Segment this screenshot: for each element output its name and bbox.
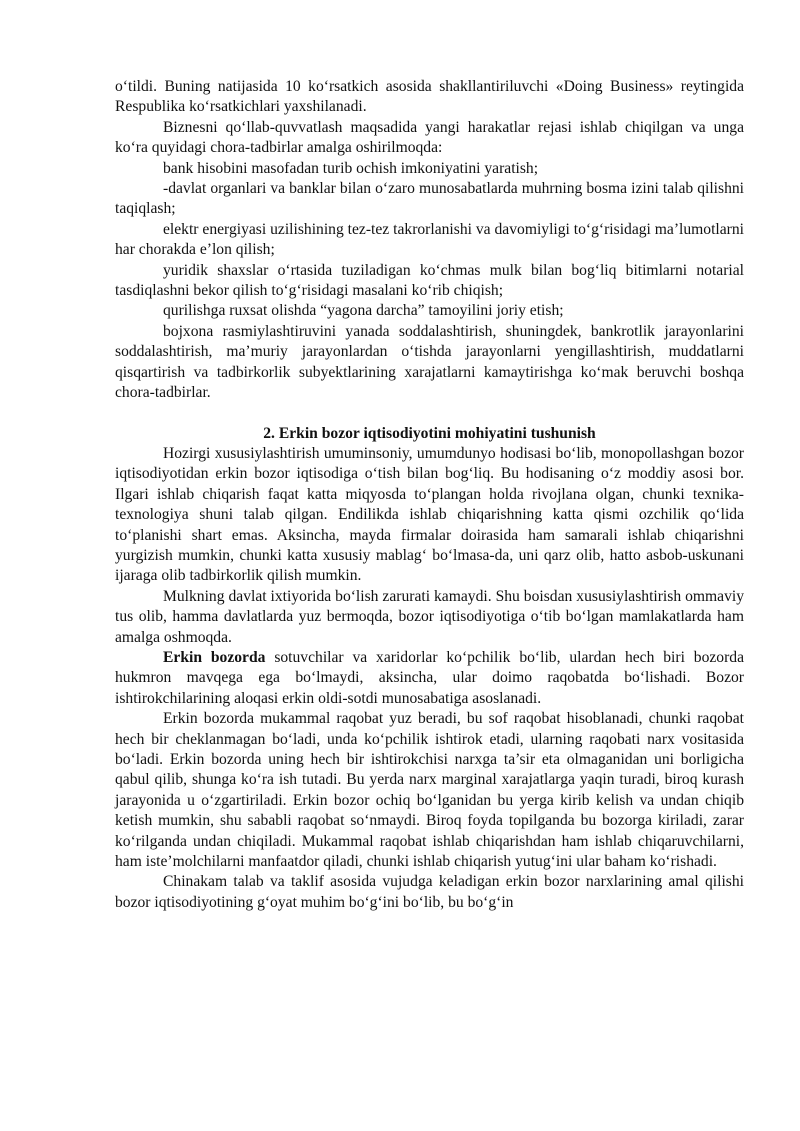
paragraph: Erkin bozorda mukammal raqobat yuz beradi, bu sof raqobat hisoblanadi, chunki raqobat hech bir cheklanmagan bo‘ladi, unda ko‘pchilik ishtirok etadi, ularning raqobati narx vositasida bo‘ladi. Erkin bozorda uning hech bir ishtirokchisi narxga ta’sir eta olmaganidan uni borligicha qabul qilib, shunga ko‘ra ish tutadi. Bu yerda narx marginal xarajatlarga yaqin turadi, biroq kurash jarayonida u o‘zgartiriladi. Erkin bozor ochiq bo‘lganidan bu yerga kirib kelish va undan chiqib ketish mumkin, shu sababli raqobat so‘nmaydi. Biroq foyda topilganda bu bozorga kiriladi, zarar ko‘rilganda undan chiqiladi. Mukammal raqobat ishlab chiqarishdan ham ishlab chiqaruvchilarni, ham iste’molchilarni manfaatdor qiladi, chunki ishlab chiqarish yutug‘ini ular baham ko‘rishadi. <box>115 710 744 871</box>
definition-term: Erkin bozorda <box>163 648 266 666</box>
list-item: bank hisobini masofadan turib ochish imkoniyatini yaratish; <box>163 159 539 177</box>
section-heading: 2. Erkin bozor iqtisodiyotini mohiyatini tushunish <box>263 424 596 442</box>
list-item: bojxona rasmiylashtiruvini yanada soddalashtirish, shuningdek, bankrotlik jarayonlarini soddalashtirish, ma’muriy jarayonlardan o‘tishda jarayonlarni yengillashtirish, muddatlarni qisqartirish va tadbirkorlik subyektlarining xarajatlarni kamaytirishga ko‘mak beruvchi boshqa chora-tadbirlar. <box>115 322 744 402</box>
paragraph: Biznesni qo‘llab-quvvatlash maqsadida yangi harakatlar rejasi ishlab chiqilgan va unga ko‘ra quyidagi chora-tadbirlar amalga oshirilmoqda: <box>115 118 744 157</box>
definition-text: sotuvchilar va xaridorlar ko‘pchilik bo‘lib, ulardan hech biri bozorda hukmron mavqega ega bo‘lmaydi, aksincha, ular doimo raqobatda bo‘lishadi. Bozor ishtirokchilarining aloqasi erkin oldi-sotdi munosabatiga asoslanadi. <box>115 648 744 707</box>
list-item: yuridik shaxslar o‘rtasida tuziladigan ko‘chmas mulk bilan bog‘liq bitimlarni notarial tasdiqlashni bekor qilish to‘g‘risidagi masalani ko‘rib chiqish; <box>115 261 744 300</box>
list-item: -davlat organlari va banklar bilan o‘zaro munosabatlarda muhrning bosma izini talab qilishni taqiqlash; <box>115 180 744 218</box>
paragraph: Hozirgi xususiylashtirish umuminsoniy, umumdunyo hodisasi bo‘lib, monopollashgan bozor iqtisodiyotidan erkin bozor iqtisodiga o‘tish bilan bog‘liq. Bu hodisaning o‘z moddiy asosi bor. Ilgari ishlab chiqarish faqat katta miqyosda to‘plangan holda rivojlana olgan, chunki texnika-texnologiya shuni talab qilgan. Endilikda ishlab chiqarishning katta qismi ozchilik qo‘lida to‘planishi shart emas. Aksincha, mayda firmalar doirasida ham samarali ishlab chiqarishni yurgizish mumkin, chunki katta xususiy mablag‘ bo‘lmasa-da, uni qarz olib, hatto asbob-uskunani ijaraga olib tadbirkorlik qilish mumkin. <box>115 444 744 585</box>
paragraph: o‘tildi. Buning natijasida 10 ko‘rsatkich asosida shakllantiriluvchi «Doing Business» reytingida Respublika ko‘rsatkichlari yaxshilanadi. <box>115 78 744 116</box>
paragraph: Mulkning davlat ixtiyorida bo‘lish zarurati kamaydi. Shu boisdan xususiylashtirish ommaviy tus olib, hamma davlatlarda yuz bermoqda, bozor iqtisodiyotiga o‘tib bo‘lgan mamlakatlarda ham amalga oshmoqda. <box>115 587 744 646</box>
list-item: qurilishga ruxsat olishda “yagona darcha” tamoyilini joriy etish; <box>163 302 564 320</box>
list-item: elektr energiyasi uzilishining tez-tez takrorlanishi va davomiyligi to‘g‘risidagi ma’lumotlarni har chorakda e’lon qilish; <box>115 220 744 259</box>
definition-paragraph <box>115 648 744 709</box>
paragraph: Chinakam talab va taklif asosida vujudga keladigan erkin bozor narxlarining amal qilishi bozor iqtisodiyotining g‘oyat muhim bo‘g‘ini bo‘lib, bu bo‘g‘in <box>115 873 744 911</box>
